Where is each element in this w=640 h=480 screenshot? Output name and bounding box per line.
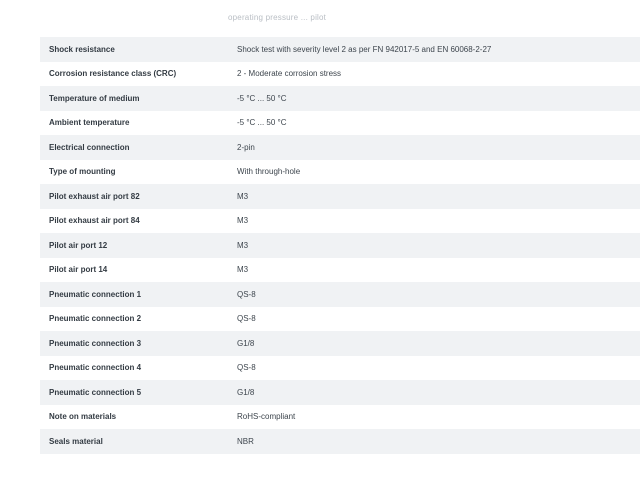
spec-value: QS-8 — [237, 314, 256, 324]
spec-value: NBR — [237, 436, 254, 446]
spec-value: With through-hole — [237, 167, 301, 177]
spec-label: Electrical connection — [49, 142, 130, 152]
spec-row-pilot-air-port-14 — [40, 258, 640, 283]
spec-label: Note on materials — [49, 412, 117, 422]
spec-label: Temperature of medium — [49, 93, 140, 103]
spec-label: Pilot exhaust air port 82 — [49, 191, 140, 201]
spec-label: Ambient temperature — [49, 118, 130, 128]
spec-label: Pneumatic connection 5 — [49, 387, 142, 397]
spec-row-temperature-of-medium — [40, 86, 640, 111]
spec-label: Pneumatic connection 4 — [49, 363, 142, 373]
spec-label: Pneumatic connection 1 — [49, 289, 142, 299]
spec-value: Shock test with severity level 2 as per FN 942017-5 and EN 60068-2-27 — [237, 44, 492, 54]
spec-row-pilot-exhaust-air-port-84 — [40, 209, 640, 234]
spec-value: -5 °C ... 50 °C — [237, 93, 287, 103]
spec-value: QS-8 — [237, 363, 256, 373]
spec-label: Pilot air port 12 — [49, 240, 108, 250]
specifications-table — [40, 37, 640, 454]
spec-value: 2 - Moderate corrosion stress — [237, 69, 342, 79]
spec-row-pneumatic-connection-5 — [40, 380, 640, 405]
spec-row-pneumatic-connection-3 — [40, 331, 640, 356]
spec-row-ambient-temperature — [40, 111, 640, 136]
spec-value: 2-pin — [237, 142, 255, 152]
cut-off-text-content: operating pressure ... pilot — [228, 13, 327, 22]
spec-row-shock-resistance — [40, 37, 640, 62]
spec-row-pilot-air-port-12 — [40, 233, 640, 258]
spec-row-pneumatic-connection-4 — [40, 356, 640, 381]
spec-row-note-on-materials — [40, 405, 640, 430]
spec-label: Seals material — [49, 436, 103, 446]
spec-label: Pneumatic connection 3 — [49, 338, 142, 348]
spec-label: Shock resistance — [49, 44, 115, 54]
spec-value: G1/8 — [237, 387, 255, 397]
spec-value: G1/8 — [237, 338, 255, 348]
spec-row-pneumatic-connection-1 — [40, 282, 640, 307]
spec-value: M3 — [237, 191, 249, 201]
spec-value: QS-8 — [237, 289, 256, 299]
spec-row-corrosion-resistance-class — [40, 62, 640, 87]
spec-row-type-of-mounting — [40, 160, 640, 185]
cut-off-text — [228, 13, 428, 24]
spec-value: M3 — [237, 240, 249, 250]
spec-value: -5 °C ... 50 °C — [237, 118, 287, 128]
spec-row-pneumatic-connection-2 — [40, 307, 640, 332]
spec-label: Pilot air port 14 — [49, 265, 108, 275]
spec-label: Type of mounting — [49, 167, 116, 177]
spec-row-pilot-exhaust-air-port-82 — [40, 184, 640, 209]
spec-value: RoHS-compliant — [237, 412, 296, 422]
spec-value: M3 — [237, 265, 249, 275]
spec-label: Pneumatic connection 2 — [49, 314, 142, 324]
spec-label: Pilot exhaust air port 84 — [49, 216, 140, 226]
spec-value: M3 — [237, 216, 249, 226]
spec-row-seals-material — [40, 429, 640, 454]
spec-label: Corrosion resistance class (CRC) — [49, 69, 177, 79]
spec-row-electrical-connection — [40, 135, 640, 160]
